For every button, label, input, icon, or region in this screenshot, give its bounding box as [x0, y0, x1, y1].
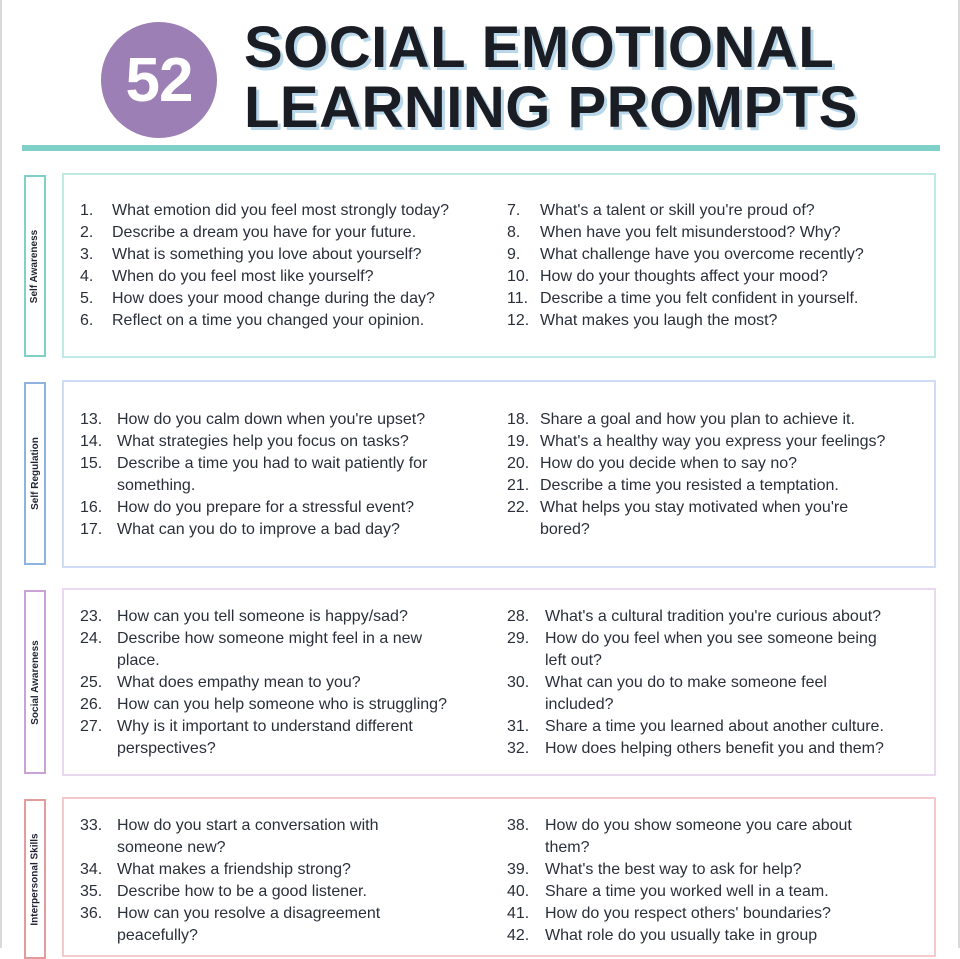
prompt-number: 5.	[80, 290, 94, 307]
prompt-item	[507, 244, 864, 266]
prompt-item	[80, 903, 380, 947]
prompt-item	[80, 288, 449, 310]
prompt-number: 21.	[507, 477, 530, 494]
prompt-list-right	[507, 409, 885, 541]
prompt-item	[507, 815, 852, 859]
prompt-item	[80, 859, 380, 881]
prompt-text: Describe how someone might feel in a new	[117, 630, 423, 647]
prompt-number: 14.	[80, 433, 103, 450]
prompt-number: 28.	[507, 608, 530, 625]
prompt-number: 25.	[80, 674, 103, 691]
prompt-item	[507, 628, 884, 672]
prompt-text: When have you felt misunderstood? Why?	[540, 224, 841, 241]
prompt-number: 22.	[507, 499, 530, 516]
prompt-item	[80, 497, 427, 519]
prompt-item	[80, 606, 447, 628]
prompt-list-left	[80, 409, 427, 541]
prompt-text: What's a cultural tradition you're curious about?	[545, 608, 882, 625]
prompt-number: 34.	[80, 861, 103, 878]
prompt-text: What strategies help you focus on tasks?	[117, 433, 409, 450]
prompt-item	[80, 628, 447, 672]
prompt-item	[80, 310, 449, 332]
prompt-text: What can you do to improve a bad day?	[117, 521, 400, 538]
prompt-item	[507, 431, 885, 453]
prompt-item	[80, 453, 427, 497]
prompt-text-continued: included?	[545, 696, 614, 713]
prompt-item	[507, 409, 885, 431]
prompt-list-right	[507, 200, 864, 332]
prompt-text: Describe a time you felt confident in yourself.	[540, 290, 859, 307]
prompt-text: What challenge have you overcome recently?	[540, 246, 864, 263]
prompt-number: 16.	[80, 499, 103, 516]
prompt-text: What does empathy mean to you?	[117, 674, 361, 691]
section-tab-social-awareness	[24, 590, 46, 774]
prompt-list-left	[80, 200, 449, 332]
prompt-text: How can you resolve a disagreement	[117, 905, 381, 922]
prompt-item	[507, 903, 852, 925]
section-tab-self-regulation	[24, 382, 46, 565]
prompt-text: Why is it important to understand different	[117, 718, 413, 735]
prompt-item	[507, 859, 852, 881]
number-badge	[101, 22, 217, 138]
prompt-text: Reflect on a time you changed your opinion.	[112, 312, 425, 329]
prompt-text: Describe a time you had to wait patiently for	[117, 455, 428, 472]
prompt-text: How do you prepare for a stressful event?	[117, 499, 415, 516]
prompt-item	[80, 244, 449, 266]
prompt-number: 26.	[80, 696, 103, 713]
prompt-item	[507, 266, 864, 288]
prompt-list-left	[80, 606, 447, 760]
prompt-number: 20.	[507, 455, 530, 472]
prompt-number: 11.	[507, 290, 529, 307]
prompt-item	[80, 222, 449, 244]
prompt-number: 36.	[80, 905, 103, 922]
prompt-text: How can you help someone who is struggling?	[117, 696, 447, 713]
prompt-text: How does your mood change during the day?	[112, 290, 435, 307]
section-tab-self-awareness	[24, 175, 46, 357]
prompt-number: 2.	[80, 224, 94, 241]
prompt-item	[507, 288, 864, 310]
prompt-item	[507, 606, 884, 628]
prompt-number: 13.	[80, 411, 103, 428]
prompt-number: 30.	[507, 674, 530, 691]
prompt-item	[507, 310, 864, 332]
badge-number: 52	[125, 45, 193, 115]
prompt-number: 19.	[507, 433, 530, 450]
prompt-number: 24.	[80, 630, 103, 647]
prompt-text: What makes you laugh the most?	[540, 312, 778, 329]
prompt-text-continued: them?	[545, 839, 590, 856]
prompt-text: Share a time you worked well in a team.	[545, 883, 829, 900]
prompt-number: 41.	[507, 905, 530, 922]
prompt-item	[80, 519, 427, 541]
header-divider	[22, 145, 940, 151]
prompt-text: What helps you stay motivated when you're	[540, 499, 849, 516]
prompt-number: 38.	[507, 817, 530, 834]
prompt-text: How do your thoughts affect your mood?	[540, 268, 828, 285]
prompt-text: How do you calm down when you're upset?	[117, 411, 426, 428]
prompt-text-continued: place.	[117, 652, 160, 669]
prompt-list-left	[80, 815, 380, 947]
prompt-text-continued: something.	[117, 477, 196, 494]
prompt-number: 4.	[80, 268, 94, 285]
prompt-item	[80, 672, 447, 694]
prompt-number: 7.	[507, 202, 521, 219]
prompt-text-continued: perspectives?	[117, 740, 216, 757]
prompt-item	[80, 694, 447, 716]
prompt-item	[507, 200, 864, 222]
prompt-number: 35.	[80, 883, 103, 900]
prompt-text-continued: someone new?	[117, 839, 226, 856]
prompt-text: What is something you love about yourself?	[112, 246, 422, 263]
prompt-item	[80, 881, 380, 903]
prompt-text: What can you do to make someone feel	[545, 674, 827, 691]
prompt-item	[80, 409, 427, 431]
prompt-number: 31.	[507, 718, 530, 735]
section-label: Self Regulation	[29, 437, 41, 510]
prompt-list-right	[507, 606, 884, 760]
prompt-number: 17.	[80, 521, 103, 538]
prompt-text: How do you start a conversation with	[117, 817, 379, 834]
prompt-text: Share a goal and how you plan to achieve it.	[540, 411, 855, 428]
prompt-item	[507, 453, 885, 475]
prompt-item	[507, 925, 852, 947]
section-label: Interpersonal Skills	[29, 832, 41, 926]
prompt-text: What emotion did you feel most strongly today?	[112, 202, 450, 219]
prompt-number: 33.	[80, 817, 103, 834]
prompt-number: 12.	[507, 312, 530, 329]
prompt-list-right	[507, 815, 852, 947]
prompt-number: 40.	[507, 883, 530, 900]
page-edge	[0, 0, 2, 948]
section-label: Social Awareness	[29, 639, 41, 725]
prompt-number: 15.	[80, 455, 103, 472]
prompt-item	[507, 881, 852, 903]
prompt-item	[507, 738, 884, 760]
prompt-item	[507, 497, 885, 541]
prompt-number: 27.	[80, 718, 103, 735]
prompt-number: 10.	[507, 268, 530, 285]
prompt-item	[80, 266, 449, 288]
prompt-text: How do you respect others' boundaries?	[545, 905, 831, 922]
prompt-text-continued: bored?	[540, 521, 590, 538]
prompt-text: How does helping others benefit you and them?	[545, 740, 884, 757]
prompt-number: 18.	[507, 411, 530, 428]
prompt-item	[80, 815, 380, 859]
prompt-item	[80, 431, 427, 453]
prompt-text: What's a healthy way you express your feelings?	[540, 433, 886, 450]
prompt-text-continued: left out?	[545, 652, 602, 669]
prompt-text: Describe a time you resisted a temptation.	[540, 477, 839, 494]
prompt-text: Describe a dream you have for your future.	[112, 224, 417, 241]
prompt-text: Share a time you learned about another culture.	[545, 718, 884, 735]
prompt-text: Describe how to be a good listener.	[117, 883, 367, 900]
prompt-text: How do you feel when you see someone being	[545, 630, 877, 647]
prompt-number: 39.	[507, 861, 530, 878]
prompt-text: How do you decide when to say no?	[540, 455, 798, 472]
prompt-text: How do you show someone you care about	[545, 817, 852, 834]
prompt-item	[507, 716, 884, 738]
section-label: Self Awareness	[29, 229, 41, 303]
prompt-number: 1.	[80, 202, 94, 219]
section-tab-interpersonal-skills	[24, 799, 46, 959]
prompt-number: 6.	[80, 312, 94, 329]
prompt-number: 32.	[507, 740, 530, 757]
prompt-number: 3.	[80, 246, 94, 263]
prompt-item	[80, 200, 449, 222]
prompt-item	[80, 716, 447, 760]
prompt-text: What role do you usually take in group	[545, 927, 818, 944]
page-title-line-1: SOCIAL EMOTIONAL	[244, 15, 835, 80]
prompt-text: What's the best way to ask for help?	[545, 861, 802, 878]
prompt-text: What's a talent or skill you're proud of?	[540, 202, 815, 219]
prompt-item	[507, 222, 864, 244]
prompt-text: What makes a friendship strong?	[117, 861, 351, 878]
prompt-text: How can you tell someone is happy/sad?	[117, 608, 408, 625]
page-title-line-2: LEARNING PROMPTS	[244, 75, 858, 140]
prompt-text-continued: peacefully?	[117, 927, 198, 944]
prompt-number: 29.	[507, 630, 530, 647]
prompt-text: When do you feel most like yourself?	[112, 268, 374, 285]
prompt-item	[507, 672, 884, 716]
prompt-number: 23.	[80, 608, 103, 625]
prompt-number: 8.	[507, 224, 521, 241]
prompt-item	[507, 475, 885, 497]
prompt-number: 9.	[507, 246, 521, 263]
prompt-number: 42.	[507, 927, 530, 944]
